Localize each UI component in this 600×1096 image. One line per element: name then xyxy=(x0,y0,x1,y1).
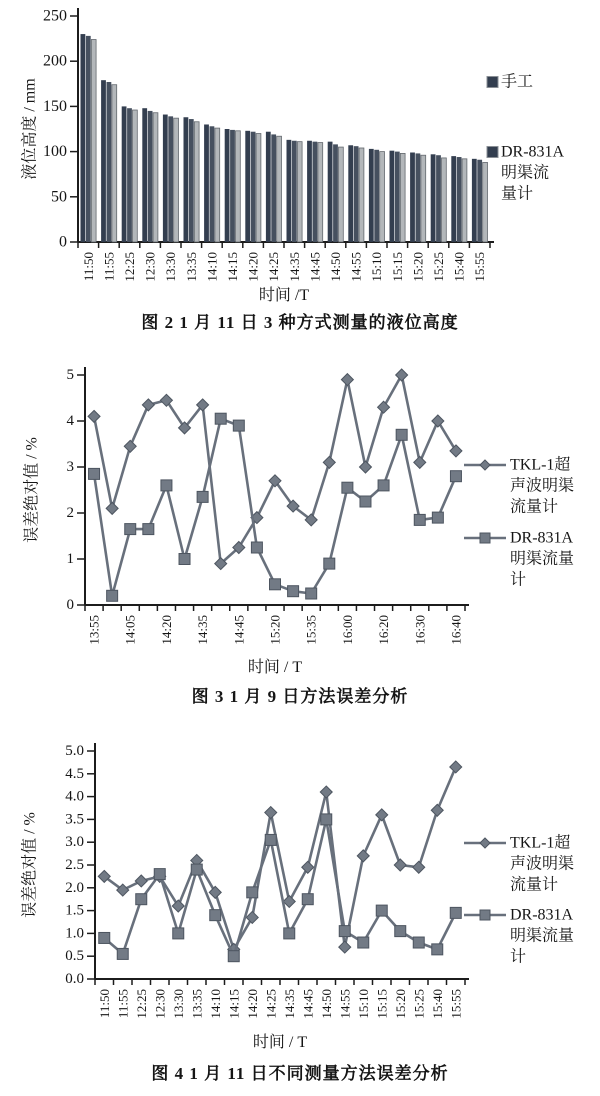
legend-label: 手工 xyxy=(501,73,534,91)
x-tick-label: 14:05 xyxy=(122,615,138,645)
square-marker xyxy=(395,926,406,937)
square-marker xyxy=(107,590,118,601)
x-tick-label: 16:40 xyxy=(448,615,464,645)
x-tick-label: 12:30 xyxy=(152,989,168,1019)
y-tick-label: 0 xyxy=(66,597,74,613)
legend-label: 计 xyxy=(510,948,527,966)
series-line xyxy=(94,419,456,596)
x-tick-label: 15:25 xyxy=(411,989,427,1019)
legend-label: 计 xyxy=(510,571,527,589)
diamond-marker xyxy=(320,786,332,798)
square-marker xyxy=(342,482,353,493)
legend xyxy=(464,833,574,966)
diamond-marker xyxy=(450,445,462,457)
legend-label: TKL-1超 xyxy=(510,834,571,852)
x-tick-label: 14:25 xyxy=(266,252,282,282)
square-marker xyxy=(450,907,461,918)
diamond-marker xyxy=(172,900,184,912)
bar xyxy=(225,129,230,242)
diamond-marker xyxy=(359,461,371,473)
bar xyxy=(369,149,374,242)
square-marker xyxy=(358,937,369,948)
x-tick-label: 16:00 xyxy=(339,615,355,645)
x-tick-label: 13:30 xyxy=(170,989,186,1019)
x-axis-title: 时间 / T xyxy=(247,659,303,676)
x-tick-label: 14:25 xyxy=(263,989,279,1019)
diamond-marker xyxy=(302,861,314,873)
diamond-marker xyxy=(341,374,353,386)
square-marker xyxy=(378,480,389,491)
diamond-marker xyxy=(431,804,443,816)
legend-label: 明渠流量 xyxy=(510,550,575,568)
x-tick-label: 11:55 xyxy=(115,989,131,1019)
x-tick-label: 14:50 xyxy=(318,989,334,1019)
x-tick-label: 15:40 xyxy=(451,252,467,282)
square-marker xyxy=(339,926,350,937)
bar xyxy=(451,156,456,242)
x-tick-label: 14:45 xyxy=(307,252,323,282)
x-tick-label: 15:15 xyxy=(389,252,405,282)
x-tick-label: 14:35 xyxy=(195,615,211,645)
diamond-marker xyxy=(246,911,258,923)
bar xyxy=(359,148,364,242)
y-tick-label: 0 xyxy=(59,233,67,251)
y-tick-label: 3 xyxy=(66,459,74,475)
y-tick-label: 0.5 xyxy=(65,948,84,965)
y-tick-label: 150 xyxy=(43,97,67,115)
x-tick-label: 14:15 xyxy=(226,989,242,1019)
x-tick-label: 15:55 xyxy=(448,989,464,1019)
y-tick-label: 1.0 xyxy=(65,925,84,942)
bar xyxy=(395,152,400,242)
y-tick-label: 250 xyxy=(43,7,67,25)
bar xyxy=(410,153,415,242)
x-tick-label: 12:25 xyxy=(122,252,137,282)
legend-label: 流量计 xyxy=(510,876,559,894)
bar xyxy=(416,153,421,242)
y-tick-label: 4.5 xyxy=(65,765,84,782)
x-tick-label: 15:20 xyxy=(267,615,283,645)
y-tick-label: 4 xyxy=(66,413,74,429)
diamond-marker xyxy=(480,460,490,470)
square-marker xyxy=(89,468,100,479)
line-series-1 xyxy=(99,814,462,962)
square-marker xyxy=(321,814,332,825)
square-marker xyxy=(179,554,190,565)
square-marker xyxy=(324,558,335,569)
square-marker xyxy=(154,869,165,880)
square-marker xyxy=(414,514,425,525)
bar xyxy=(328,142,333,242)
bar xyxy=(204,124,209,242)
diamond-marker xyxy=(142,399,154,411)
square-marker xyxy=(480,910,490,920)
bar xyxy=(436,155,441,242)
y-tick-label: 5 xyxy=(66,367,74,383)
bar xyxy=(339,147,344,242)
x-axis-title: 时间 / T xyxy=(252,1034,308,1051)
bar xyxy=(292,141,297,242)
square-marker xyxy=(450,471,461,482)
figure-4-caption: 图 4 1 月 11 日不同测量方法误差分析 xyxy=(151,1064,449,1083)
bar xyxy=(236,131,241,242)
y-tick-label: 3.0 xyxy=(65,834,84,851)
x-tick-label: 15:20 xyxy=(392,989,408,1019)
diamond-marker xyxy=(450,761,462,773)
bar xyxy=(112,85,117,242)
square-marker xyxy=(117,948,128,959)
x-tick-label: 13:55 xyxy=(86,615,102,645)
x-tick-labels xyxy=(97,989,464,1019)
x-tick-label: 14:20 xyxy=(245,252,261,282)
y-axis-ticks xyxy=(67,367,86,613)
square-marker xyxy=(136,894,147,905)
y-tick-label: 2 xyxy=(66,505,74,521)
legend-label: 声波明渠 xyxy=(510,855,575,873)
x-tick-label: 13:30 xyxy=(163,252,179,282)
y-tick-label: 4.0 xyxy=(65,788,84,805)
series-line xyxy=(104,767,456,949)
bar xyxy=(168,116,173,242)
square-marker xyxy=(270,579,281,590)
x-axis-ticks xyxy=(95,979,465,985)
diamond-marker xyxy=(323,456,335,468)
square-marker xyxy=(125,524,136,535)
bar xyxy=(287,140,292,242)
legend xyxy=(464,455,574,589)
bar xyxy=(271,134,276,242)
y-tick-label: 2.5 xyxy=(65,857,84,873)
bar xyxy=(472,159,477,242)
y-axis-title: 液位高度 / mm xyxy=(21,78,39,180)
diamond-marker xyxy=(413,861,425,873)
y-tick-label: 3.5 xyxy=(65,811,84,828)
x-tick-label: 11:50 xyxy=(80,252,96,282)
square-marker xyxy=(302,894,313,905)
bar xyxy=(390,151,395,242)
square-marker xyxy=(376,905,387,916)
bar xyxy=(245,131,250,242)
bar xyxy=(86,36,91,242)
legend-label: 明渠流 xyxy=(501,164,550,182)
line-series-0 xyxy=(98,761,462,955)
x-tick-label: 13:35 xyxy=(189,989,205,1019)
square-marker xyxy=(215,413,226,424)
x-tick-label: 14:35 xyxy=(286,252,302,282)
diamond-marker xyxy=(88,410,100,422)
bar xyxy=(307,141,312,242)
x-tick-label: 14:55 xyxy=(348,252,364,282)
x-tick-label: 16:30 xyxy=(412,615,428,645)
x-tick-label: 15:55 xyxy=(472,252,488,282)
square-marker xyxy=(161,480,172,491)
line-series-1 xyxy=(89,413,462,601)
legend-label: 流量计 xyxy=(510,498,559,516)
x-axis-title: 时间 /T xyxy=(258,287,310,304)
bar xyxy=(354,146,359,242)
square-marker xyxy=(233,420,244,431)
x-tick-label: 11:50 xyxy=(96,989,112,1019)
x-tick-labels xyxy=(87,615,464,645)
bar xyxy=(189,119,194,242)
x-tick-label: 15:15 xyxy=(374,989,390,1019)
figure-2 xyxy=(0,0,600,338)
figure-3 xyxy=(0,350,600,712)
bar xyxy=(107,82,112,242)
diamond-marker xyxy=(378,401,390,413)
bar xyxy=(380,152,385,242)
square-marker xyxy=(191,864,202,875)
diamond-marker xyxy=(376,809,388,821)
square-marker xyxy=(480,533,490,543)
bar xyxy=(210,126,215,242)
legend xyxy=(487,73,565,203)
x-tick-label: 15:40 xyxy=(429,989,445,1019)
bar xyxy=(457,157,462,242)
diamond-marker xyxy=(414,456,426,468)
bar xyxy=(142,108,147,242)
x-tick-label: 12:25 xyxy=(133,989,149,1019)
x-tick-label: 14:20 xyxy=(158,615,174,645)
line-series-0 xyxy=(88,369,462,570)
bar xyxy=(81,34,86,242)
x-tick-label: 12:30 xyxy=(142,252,158,282)
legend-label: TKL-1超 xyxy=(510,456,571,474)
legend-label: DR-831A xyxy=(510,529,574,547)
legend-swatch-patch xyxy=(487,147,498,158)
bar xyxy=(174,118,179,242)
bar xyxy=(184,117,189,242)
bar xyxy=(230,130,235,242)
y-axis-title: 误差绝对值 / % xyxy=(23,437,41,543)
square-marker xyxy=(288,586,299,597)
x-tick-label: 14:20 xyxy=(244,989,260,1019)
y-tick-label: 200 xyxy=(43,52,67,70)
legend-label: 量计 xyxy=(501,185,534,203)
bar xyxy=(421,155,426,242)
legend-swatch-patch xyxy=(487,77,498,88)
figure-4-chart xyxy=(0,735,600,1057)
square-marker xyxy=(360,496,371,507)
diamond-marker xyxy=(135,875,147,887)
y-tick-label: 0.0 xyxy=(65,971,84,987)
bar xyxy=(400,153,405,242)
diamond-marker xyxy=(432,415,444,427)
x-tick-label: 15:10 xyxy=(355,989,371,1019)
x-axis-ticks xyxy=(78,242,490,248)
diamond-marker xyxy=(209,886,221,898)
square-marker xyxy=(99,932,110,943)
bar xyxy=(318,143,323,242)
bar xyxy=(348,145,353,242)
bar xyxy=(251,132,256,242)
diamond-marker xyxy=(124,440,136,452)
square-marker xyxy=(306,588,317,599)
square-marker xyxy=(396,429,407,440)
bar xyxy=(477,160,482,242)
bar xyxy=(101,80,106,242)
x-tick-label: 14:10 xyxy=(207,989,223,1019)
diamond-marker xyxy=(106,502,118,514)
y-tick-label: 2.0 xyxy=(65,879,84,896)
bar xyxy=(91,40,96,242)
square-marker xyxy=(432,944,443,955)
x-tick-labels xyxy=(81,252,487,282)
bar xyxy=(163,115,168,242)
x-tick-label: 15:10 xyxy=(369,252,385,282)
bar xyxy=(313,142,318,242)
y-tick-label: 100 xyxy=(43,143,67,161)
bar xyxy=(462,159,467,242)
x-tick-label: 11:55 xyxy=(101,252,117,282)
bar xyxy=(374,150,379,242)
square-marker xyxy=(413,937,424,948)
x-tick-label: 14:45 xyxy=(300,989,316,1019)
legend-label: DR-831A xyxy=(501,143,565,161)
y-axis-title: 误差绝对值 / % xyxy=(21,812,39,918)
y-tick-label: 5.0 xyxy=(65,743,84,759)
bar xyxy=(431,154,436,242)
x-tick-label: 14:55 xyxy=(337,989,353,1019)
bar xyxy=(333,144,338,242)
figure-2-caption: 图 2 1 月 11 日 3 种方式测量的液位高度 xyxy=(141,313,459,332)
bar xyxy=(266,132,271,242)
bar xyxy=(256,134,261,242)
bar xyxy=(153,113,158,242)
bar xyxy=(483,162,488,242)
y-axis-ticks xyxy=(43,8,78,251)
bar xyxy=(133,110,138,242)
x-tick-label: 15:25 xyxy=(431,252,446,282)
x-tick-label: 14:15 xyxy=(225,252,240,282)
bar xyxy=(442,158,447,242)
x-tick-label: 15:35 xyxy=(303,615,319,645)
y-tick-label: 1.5 xyxy=(65,902,84,919)
square-marker xyxy=(228,951,239,962)
figure-2-chart xyxy=(0,0,600,306)
bar xyxy=(194,122,199,242)
x-tick-label: 14:45 xyxy=(231,615,247,645)
bar xyxy=(127,108,132,242)
bar xyxy=(297,142,302,242)
figure-3-caption: 图 3 1 月 9 日方法误差分析 xyxy=(191,687,409,706)
y-axis-ticks xyxy=(65,743,95,987)
x-tick-label: 16:20 xyxy=(376,615,392,645)
x-tick-label: 14:50 xyxy=(328,252,343,282)
square-marker xyxy=(251,542,262,553)
square-marker xyxy=(284,928,295,939)
bar xyxy=(215,128,220,242)
x-tick-label: 14:10 xyxy=(204,252,220,282)
diamond-marker xyxy=(394,859,406,871)
square-marker xyxy=(265,834,276,845)
diamond-marker xyxy=(396,369,408,381)
bar xyxy=(122,106,127,242)
legend-label: 声波明渠 xyxy=(510,477,575,495)
square-marker xyxy=(197,491,208,502)
square-marker xyxy=(432,512,443,523)
bar xyxy=(277,136,282,242)
legend-label: 明渠流量 xyxy=(510,927,575,945)
square-marker xyxy=(247,887,258,898)
x-tick-label: 13:35 xyxy=(183,252,199,282)
diamond-marker xyxy=(265,807,277,819)
square-marker xyxy=(173,928,184,939)
x-tick-label: 14:35 xyxy=(281,989,297,1019)
legend-label: DR-831A xyxy=(510,906,574,924)
diamond-marker xyxy=(339,941,351,953)
bar xyxy=(148,111,153,242)
diamond-marker xyxy=(357,850,369,862)
square-marker xyxy=(210,910,221,921)
y-tick-label: 50 xyxy=(51,188,67,206)
square-marker xyxy=(143,524,154,535)
y-tick-label: 1 xyxy=(66,551,74,567)
figure-3-chart xyxy=(0,350,600,680)
x-tick-label: 15:20 xyxy=(410,252,426,282)
figure-4 xyxy=(0,735,600,1089)
diamond-marker xyxy=(480,838,490,848)
